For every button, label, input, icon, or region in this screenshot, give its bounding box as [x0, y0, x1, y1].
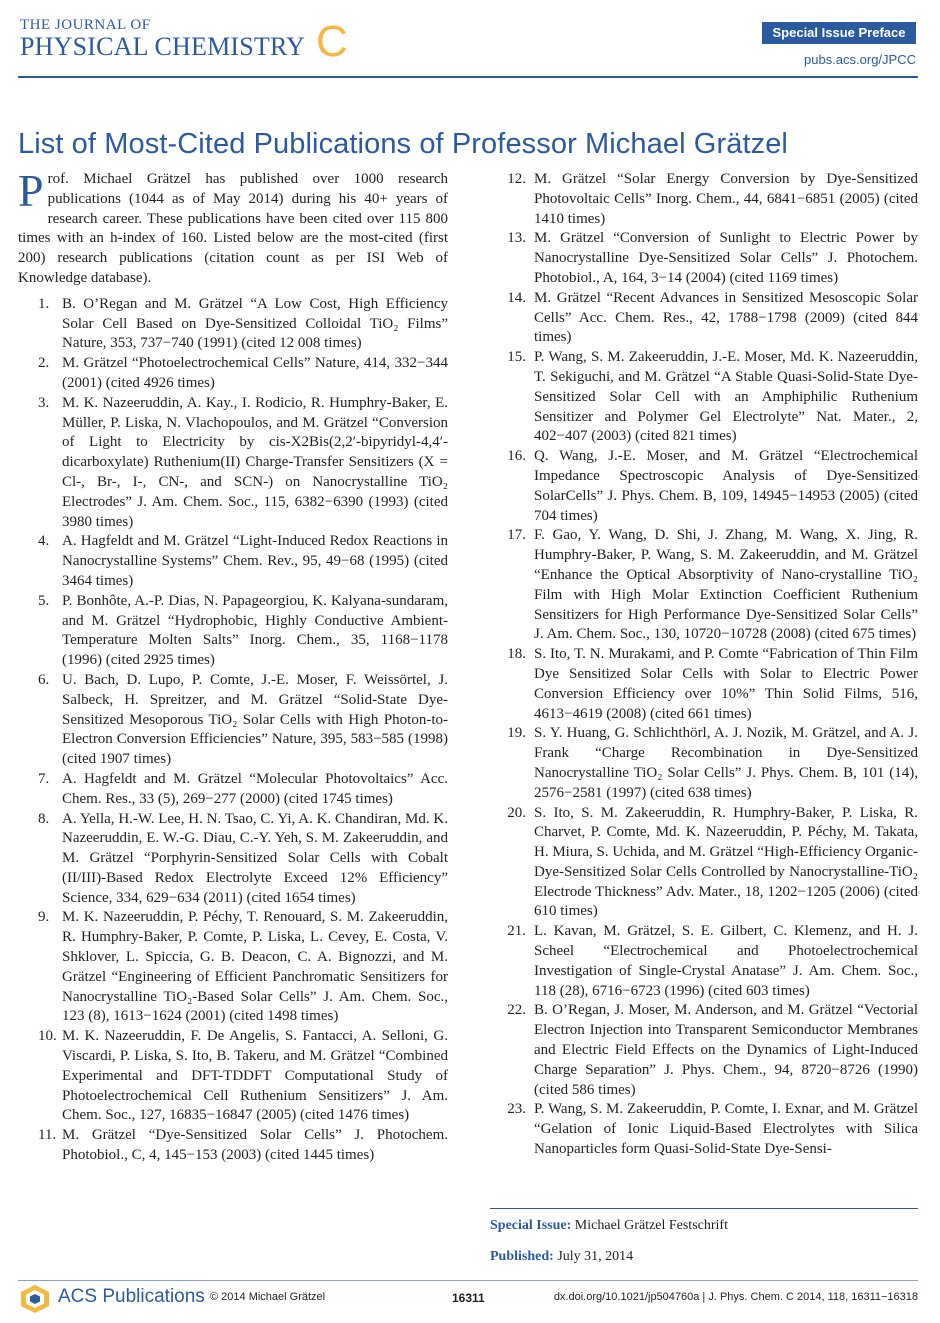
publication-entry	[18, 354, 448, 394]
publication-number: 4.	[38, 533, 50, 550]
special-issue-label: Special Issue:	[490, 1218, 572, 1233]
publication-entry	[490, 922, 918, 1001]
publication-number: 17.	[507, 527, 526, 544]
drop-cap: P	[18, 165, 44, 216]
publication-citation: U. Bach, D. Lupo, P. Comte, J.-E. Moser, F. Weissörtel, J. Salbeck, H. Spreitzer, and M. Grätzel “Solid-State Dye-Sensitized Mesoporous TiO₂ Solar Cells with High Photon-to- Electron Conversion Efficiencies” Nature, 395, 583−585 (1998) (cited 1907 times)	[62, 671, 448, 768]
publication-number: 1.	[38, 295, 50, 312]
publication-entry	[18, 810, 448, 909]
publication-number: 22.	[507, 1002, 526, 1019]
publication-number: 16.	[507, 448, 526, 465]
publication-entry	[490, 645, 918, 724]
special-issue-note	[490, 1218, 728, 1234]
publication-entry	[490, 348, 918, 447]
published-note	[490, 1249, 633, 1265]
publication-citation: L. Kavan, M. Grätzel, S. E. Gilbert, C. Klemenz, and H. J. Scheel “Electrochemical and Photoelectrochemical Investigation of Single-Crystal Anatase” J. Am. Chem. Soc., 118 (28), 6716−6723 (1996) (cited 603 times)	[534, 923, 918, 999]
journal-logo	[20, 17, 348, 66]
publication-citation: M. Grätzel “Dye-Sensitized Solar Cells” J. Photochem. Photobiol., C, 4, 145−153 (2003) (cited 1445 times)	[62, 1127, 448, 1164]
published-value: July 31, 2014	[557, 1249, 634, 1264]
publication-number: 3.	[38, 394, 50, 411]
publication-entry	[490, 1100, 918, 1159]
publication-citation: B. O’Regan, J. Moser, M. Anderson, and M. Grätzel “Vectorial Electron Injection into Transparent Semiconductor Membranes and Electric Field Effects on the Dynamics of Light-Induced Charge Separation” J. Phys. Chem., 94, 8720−8726 (1990) (cited 586 times)	[534, 1002, 918, 1098]
publication-entry	[490, 804, 918, 923]
published-label: Published:	[490, 1249, 554, 1264]
publication-entry	[18, 394, 448, 533]
publication-number: 19.	[507, 725, 526, 742]
intro-text: rof. Michael Grätzel has published over 1000 research publications (1044 as of May 2014) during his 40+ years of research career. These publications have been cited over 115 800 times with an h-index of 160. Listed below are the most-cited (first 200) research publications (citation count as per ISI Web of Knowledge database).	[18, 171, 448, 286]
journal-section-letter: C	[316, 17, 348, 66]
publication-number: 11.	[38, 1127, 57, 1144]
publication-citation: F. Gao, Y. Wang, D. Shi, J. Zhang, M. Wang, X. Jing, R. Humphry-Baker, P. Wang, S. M. Zakeeruddin, and M. Grätzel “Enhance the Optical Absorptivity of Nano-crystalline TiO₂ Film with High Molar Extinction Coefficient Ruthenium Sensitizers for High Performance Dye-Sensitized Solar Cells” J. Am. Chem. Soc., 130, 10720−10728 (2008) (cited 675 times)	[534, 527, 918, 643]
publication-citation: M. K. Nazeeruddin, A. Kay., I. Rodicio, R. Humphry-Baker, E. Müller, P. Liska, N. Vlachopoulos, and M. Grätzel “Conversion of Light to Electricity by cis-X2Bis(2,2′-bipyridyl-4,4′-dicarboxylate) Ruthenium(II) Charge-Transfer Sensitizers (X = Cl-, Br-, I-, CN-, and SCN-) on Nanocrystalline TiO₂ Electrodes” J. Am. Chem. Soc., 115, 6382−6390 (1993) (cited 3980 times)	[62, 394, 448, 530]
acs-hexagon-logo-icon	[18, 1284, 52, 1314]
publication-number: 2.	[38, 355, 50, 372]
publication-number: 15.	[507, 349, 526, 366]
left-column	[18, 165, 448, 1166]
publication-entry	[490, 447, 918, 526]
doi-citation-link[interactable]: dx.doi.org/10.1021/jp504760a | J. Phys. Chem. C 2014, 118, 16311−16318	[553, 1291, 918, 1303]
publication-number: 7.	[38, 770, 50, 787]
publication-citation: P. Wang, S. M. Zakeeruddin, P. Comte, I. Exnar, and M. Grätzel “Gelation of Ionic Liquid-Based Electrolytes with Silica Nanoparticles form Quasi-Solid-State Dye-Sensi-	[534, 1101, 918, 1158]
publication-citation: M. Grätzel “Photoelectrochemical Cells” Nature, 414, 332−344 (2001) (cited 4926 times)	[62, 355, 448, 391]
publication-entry	[18, 770, 448, 810]
publication-number: 18.	[507, 646, 526, 663]
footer-divider	[18, 1280, 918, 1281]
publication-citation: A. Hagfeldt and M. Grätzel “Light-Induced Redox Reactions in Nanocrystalline Systems” Chem. Rev., 95, 49−68 (1995) (cited 3464 times)	[62, 533, 448, 589]
journal-name-line1: THE JOURNAL OF	[20, 17, 151, 33]
publication-citation: B. O’Regan and M. Grätzel “A Low Cost, High Efficiency Solar Cell Based on Dye-Sensitized Colloidal TiO₂ Films” Nature, 353, 737−740 (1991) (cited 12 008 times)	[62, 295, 448, 352]
publication-entry	[18, 1027, 448, 1126]
publication-list-right	[490, 170, 918, 1160]
publication-entry	[18, 908, 448, 1027]
publication-citation: A. Hagfeldt and M. Grätzel “Molecular Photovoltaics” Acc. Chem. Res., 33 (5), 269−277 (2000) (cited 1745 times)	[62, 770, 448, 807]
publication-citation: A. Yella, H.-W. Lee, H. N. Tsao, C. Yi, A. K. Chandiran, Md. K. Nazeeruddin, E. W.-G. Diau, C.-Y. Yeh, S. M. Zakeeruddin, and M. Grätzel “Porphyrin-Sensitized Solar Cells with Cobalt (II/III)-Based Redox Electrolyte Exceed 12% Efficiency” Science, 334, 629−634 (2011) (cited 1654 times)	[62, 810, 448, 906]
publication-citation: S. Ito, T. N. Murakami, and P. Comte “Fabrication of Thin Film Dye Sensitized Solar Cells with Solar to Electric Power Conversion Efficiency over 10%” Thin Solid Films, 516, 4613−4619 (2008) (cited 661 times)	[534, 646, 918, 722]
publication-number: 13.	[507, 230, 526, 247]
publication-entry	[490, 526, 918, 645]
publication-citation: M. K. Nazeeruddin, F. De Angelis, S. Fantacci, A. Selloni, G. Viscardi, P. Liska, S. Ito, B. Takeru, and M. Grätzel “Combined Experimental and DFT-TDDFT Computational Study of Photoelectrochemical Cell Ruthenium Sensitizers” J. Am. Chem. Soc., 127, 16835−16847 (2005) (cited 1476 times)	[62, 1028, 448, 1124]
journal-url-link[interactable]: pubs.acs.org/JPCC	[804, 52, 916, 67]
publication-citation: S. Ito, S. M. Zakeeruddin, R. Humphry-Baker, P. Liska, R. Charvet, P. Comte, Md. K. Nazeeruddin, P. Péchy, M. Takata, H. Miura, S. Uchida, and M. Grätzel “High-Efficiency Organic-Dye-Sensitized Solar Cells Controlled by Nanocrystalline-TiO₂ Electrode Thickness” Adv. Mater., 18, 1202−1205 (2006) (cited 610 times)	[534, 804, 918, 920]
publication-citation: M. Grätzel “Solar Energy Conversion by Dye-Sensitized Photovoltaic Cells” Inorg. Chem., 44, 6841−6851 (2005) (cited 1410 times)	[534, 171, 918, 227]
publication-citation: P. Bonhôte, A.-P. Dias, N. Papageorgiou, K. Kalyana-sundaram, and M. Grätzel “Hydrophobic, Highly Conductive Ambient-Temperature Molten Salts” Inorg. Chem., 35, 1168−1178 (1996) (cited 2925 times)	[62, 592, 448, 669]
publisher-name: ACS Publications	[58, 1286, 205, 1307]
publication-number: 8.	[38, 810, 50, 827]
publication-entry	[490, 1001, 918, 1100]
publication-number: 23.	[507, 1101, 526, 1118]
publication-entry	[490, 724, 918, 803]
publication-entry	[18, 1126, 448, 1166]
publication-entry	[490, 170, 918, 229]
right-column	[490, 170, 918, 1160]
publication-number: 12.	[507, 171, 526, 187]
publication-citation: M. Grätzel “Conversion of Sunlight to Electric Power by Nanocrystalline Dye-Sensitized Solar Cells” J. Photochem. Photobiol., A, 164, 3−14 (2004) (cited 1169 times)	[534, 230, 918, 286]
intro-paragraph	[18, 165, 448, 289]
publication-citation: Q. Wang, J.-E. Moser, and M. Grätzel “Electrochemical Impedance Spectroscopic Analysis of Dye-Sensitized SolarCells” J. Phys. Chem. B, 109, 14945−14953 (2005) (cited 704 times)	[534, 448, 918, 524]
publication-number: 21.	[507, 923, 526, 940]
publication-entry	[18, 532, 448, 591]
publication-citation: M. K. Nazeeruddin, P. Péchy, T. Renouard, S. M. Zakeeruddin, R. Humphry-Baker, P. Comte, P. Liska, L. Cevey, E. Costa, V. Shklover, L. Spiccia, G. B. Deacon, C. A. Bignozzi, and M. Grätzel “Engineering of Efficient Panchromatic Sensitizers for Nanocrystalline TiO₂-Based Solar Cells” J. Am. Chem. Soc., 123 (8), 1613−1624 (2001) (cited 1498 times)	[62, 909, 448, 1025]
publication-entry	[18, 592, 448, 671]
publication-list-left	[18, 295, 448, 1166]
publication-citation: S. Y. Huang, G. Schlichthörl, A. J. Nozik, M. Grätzel, and A. J. Frank “Charge Recombination in Dye-Sensitized Nanocrystalline TiO₂ Solar Cells” J. Phys. Chem. B, 101 (14), 2576−2581 (1997) (cited 638 times)	[534, 725, 918, 801]
publication-number: 6.	[38, 671, 50, 688]
publication-entry	[490, 229, 918, 288]
special-issue-value: Michael Grätzel Festschrift	[574, 1218, 728, 1233]
publication-number: 20.	[507, 804, 526, 821]
journal-name-line2: PHYSICAL CHEMISTRY	[20, 32, 306, 61]
publication-number: 9.	[38, 909, 50, 926]
publication-number: 5.	[38, 592, 50, 609]
copyright-notice: © 2014 Michael Grätzel	[210, 1291, 326, 1303]
article-title: List of Most-Cited Publications of Professor Michael Grätzel	[18, 128, 788, 160]
publication-number: 10.	[38, 1028, 57, 1045]
publication-citation: P. Wang, S. M. Zakeeruddin, J.-E. Moser, Md. K. Nazeeruddin, T. Sekiguchi, and M. Grätzel “A Stable Quasi-Solid-State Dye-Sensitized Solar Cell with an Amphiphilic Ruthenium Sensitizer and Polymer Gel Electrolyte” Nat. Mater., 2, 402−407 (2003) (cited 821 times)	[534, 349, 918, 445]
page-number: 16311	[452, 1291, 485, 1305]
header-divider	[18, 76, 918, 78]
article-info-divider	[490, 1208, 918, 1209]
publication-entry	[18, 295, 448, 354]
publication-entry	[18, 671, 448, 770]
publication-number: 14.	[507, 289, 526, 306]
publication-citation: M. Grätzel “Recent Advances in Sensitized Mesoscopic Solar Cells” Acc. Chem. Res., 42, 1788−1798 (2009) (cited 844 times)	[534, 289, 918, 346]
publication-entry	[490, 289, 918, 348]
special-issue-preface-badge: Special Issue Preface	[762, 22, 916, 44]
